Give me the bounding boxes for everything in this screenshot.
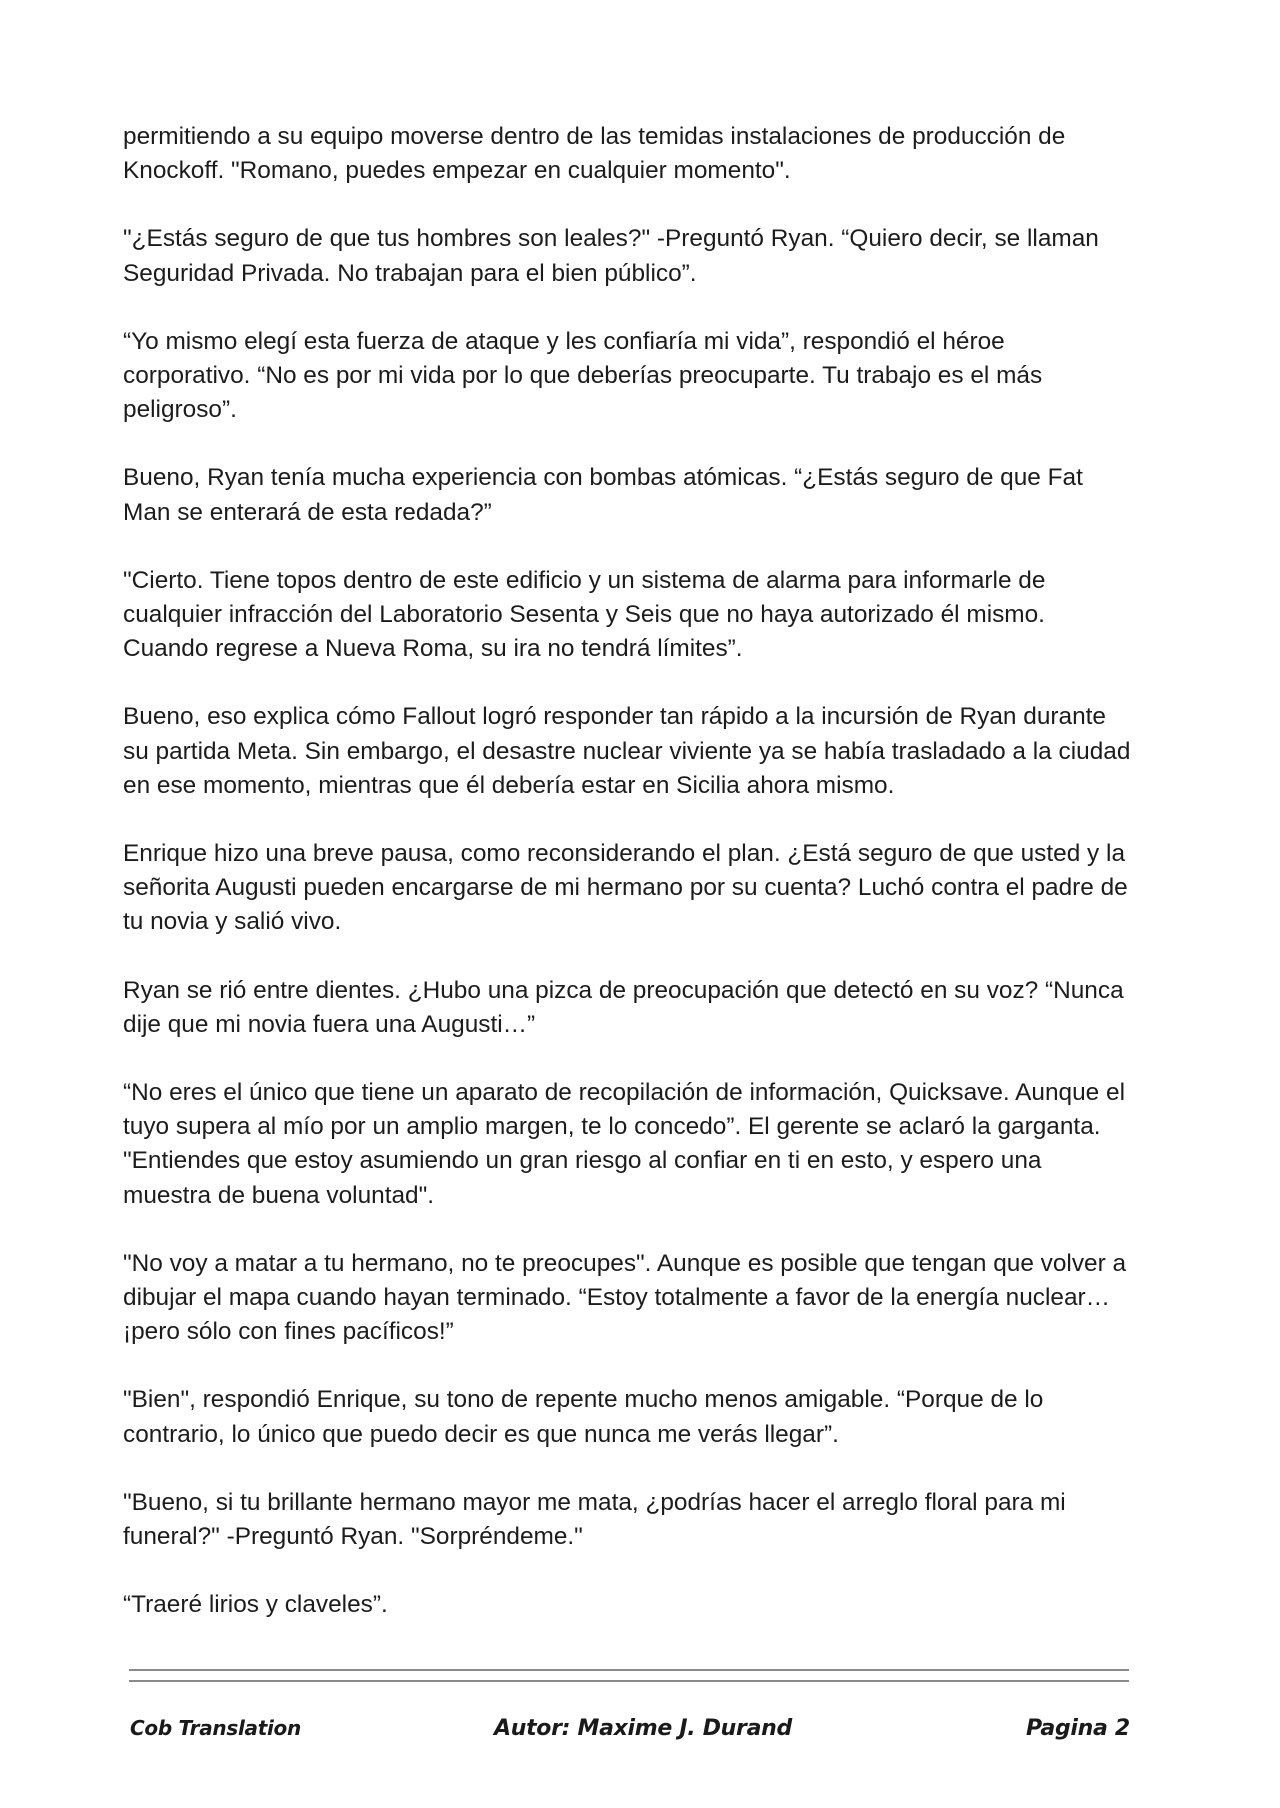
paragraph-11: "Bien", respondió Enrique, su tono de repente mucho menos amigable. “Porque de lo contrario, lo único que puedo decir es que nunca me verás llegar”. <box>123 1386 1044 1448</box>
footer-divider-top <box>129 1669 1129 1671</box>
paragraph-5: "Cierto. Tiene topos dentro de este edificio y un sistema de alarma para informarle de cualquier infracción del Laboratorio Sesenta y Seis que no haya autorizado él mismo. Cuando regrese a Nueva Roma, su ira no tendrá límites”. <box>123 566 1046 663</box>
paragraph-9: “No eres el único que tiene un aparato de recopilación de información, Quicksave. Aunque el tuyo supera al mío por un amplio margen, te lo concedo”. El gerente se aclaró la garganta. "Entiendes que estoy asumiendo un gran riesgo al confiar en ti en esto, y espero una muestra de buena voluntad". <box>123 1079 1125 1209</box>
footer-page-number: Pagina 2 <box>1026 1716 1130 1741</box>
paragraph-2: "¿Estás seguro de que tus hombres son leales?" -Preguntó Ryan. “Quiero decir, se llaman Seguridad Privada. No trabajan para el bien público”. <box>123 225 1099 287</box>
body-text <box>123 120 1133 1657</box>
paragraph-12: "Bueno, si tu brillante hermano mayor me mata, ¿podrías hacer el arreglo floral para mi funeral?" -Preguntó Ryan. "Sorpréndeme." <box>123 1488 1066 1551</box>
paragraph-4: Bueno, Ryan tenía mucha experiencia con bombas atómicas. “¿Estás seguro de que Fat Man se enterará de esta redada?” <box>123 464 1083 526</box>
paragraph-3: “Yo mismo elegí esta fuerza de ataque y les confiaría mi vida”, respondió el héroe corporativo. “No es por mi vida por lo que deberías preocuparte. Tu trabajo es el más peligroso”. <box>123 327 1043 424</box>
paragraph-10: "No voy a matar a tu hermano, no te preocupes". Aunque es posible que tengan que volver a dibujar el mapa cuando hayan terminado. “Estoy totalmente a favor de la energía nuclear… ¡pero sólo con fines pacíficos!” <box>123 1249 1127 1346</box>
footer-author: Autor: Maxime J. Durand <box>494 1716 792 1741</box>
footer-translator: Cob Translation <box>130 1716 301 1740</box>
paragraph-8: Ryan se rió entre dientes. ¿Hubo una pizca de preocupación que detectó en su voz? “Nunca dije que mi novia fuera una Augusti…” <box>123 976 1124 1038</box>
paragraph-7: Enrique hizo una breve pausa, como reconsiderando el plan. ¿Está seguro de que usted y la señorita Augusti pueden encargarse de mi hermano por su cuenta? Luchó contra el padre de tu novia y salió vivo. <box>123 840 1128 936</box>
paragraph-13: “Traeré lirios y claveles”. <box>123 1591 388 1619</box>
footer-divider-bottom <box>129 1680 1129 1682</box>
paragraph-1: permitiendo a su equipo moverse dentro de las temidas instalaciones de producción de Knockoff. "Romano, puedes empezar en cualquier momento". <box>123 123 1066 185</box>
paragraph-6: Bueno, eso explica cómo Fallout logró responder tan rápido a la incursión de Ryan durante su partida Meta. Sin embargo, el desastre nuclear viviente ya se había trasladado a la ciudad en ese momento, mientras que él debería estar en Sicilia ahora mismo. <box>123 703 1131 799</box>
